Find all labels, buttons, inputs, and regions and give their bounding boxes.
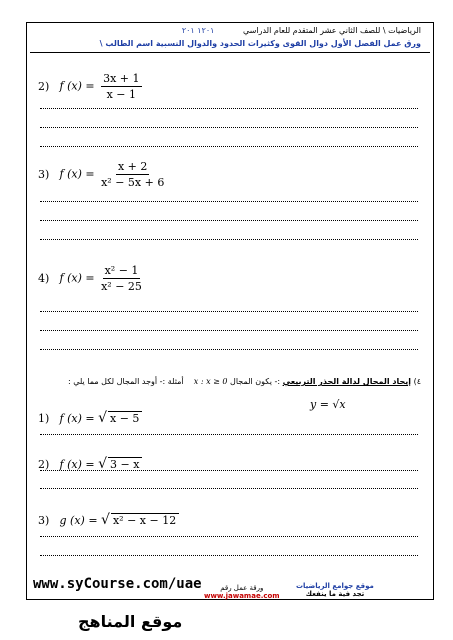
- answer-line: [40, 220, 418, 221]
- answer-line: [40, 330, 418, 331]
- problem-4: 4) f (x) = $\frac{\text{x² − 1}}{\text{x² − 25}}$: [38, 264, 142, 293]
- footer-center: ورقة عمل رقم www.jawamae.com: [204, 584, 280, 600]
- answer-line: [40, 536, 418, 537]
- answer-line: [40, 434, 418, 435]
- sqrt-problem-3: 3) g (x) = √ x² − x − 12: [38, 512, 179, 528]
- fraction: $\frac{x + 2}{\text{x² − 5x + 6}}$: [101, 160, 165, 189]
- answer-line: [40, 201, 418, 202]
- answer-line: [40, 488, 418, 489]
- header-line-1: [182, 26, 421, 35]
- sqrt-symbol: √: [98, 456, 107, 472]
- header-line-2: ورق عمل الفصل الأول دوال القوى وكثيرات الحدود والدوال النسبية اسم الطالب \: [99, 39, 421, 48]
- footer-jawamae-link[interactable]: www.jawamae.com: [204, 592, 280, 600]
- answer-line: [40, 470, 418, 471]
- header-year: ١٢٠١ ٢٠١: [181, 26, 215, 35]
- header-subject: الرياضيات \ للصف الثاني عشر المتقدم للعام الدراسي: [243, 26, 421, 35]
- answer-line: [40, 311, 418, 312]
- sqrt-formula: y = √x: [310, 398, 346, 411]
- footer-right: موقع جوامع الرياضيات تجد فية ما ينفعك: [296, 582, 374, 598]
- bottom-site-name: موقع المناهج: [78, 612, 183, 631]
- fraction: $\frac{3x + 1}{x - 1}$: [103, 72, 140, 101]
- sqrt-problem-1: 1) f (x) = √ x − 5: [38, 410, 142, 426]
- header-divider: [30, 52, 430, 53]
- problem-3: 3) f (x) = $\frac{x + 2}{\text{x² − 5x + 6}}$: [38, 160, 165, 189]
- answer-line: [40, 239, 418, 240]
- fraction: $\frac{\text{x² − 1}}{\text{x² − 25}}$: [101, 264, 142, 293]
- sqrt-symbol: √: [101, 512, 110, 528]
- answer-line: [40, 127, 418, 128]
- answer-line: [40, 108, 418, 109]
- sqrt-symbol: √: [98, 410, 107, 426]
- answer-line: [40, 146, 418, 147]
- answer-line: [40, 555, 418, 556]
- footer-site-link[interactable]: www.syCourse.com/uae: [33, 576, 202, 592]
- problem-2: 2) f (x) = $\frac{3x + 1}{x - 1}$: [38, 72, 140, 101]
- sqrt-problem-2: 2) f (x) = √ 3 − x: [38, 456, 142, 472]
- section-4-heading: ٤) إيجاد المجال لدالة الجذر التربيعي :- يكون المجال x : x ≥ 0 أمثلة :- أوجد المجال لكل مما يلي :: [67, 377, 421, 386]
- answer-line: [40, 349, 418, 350]
